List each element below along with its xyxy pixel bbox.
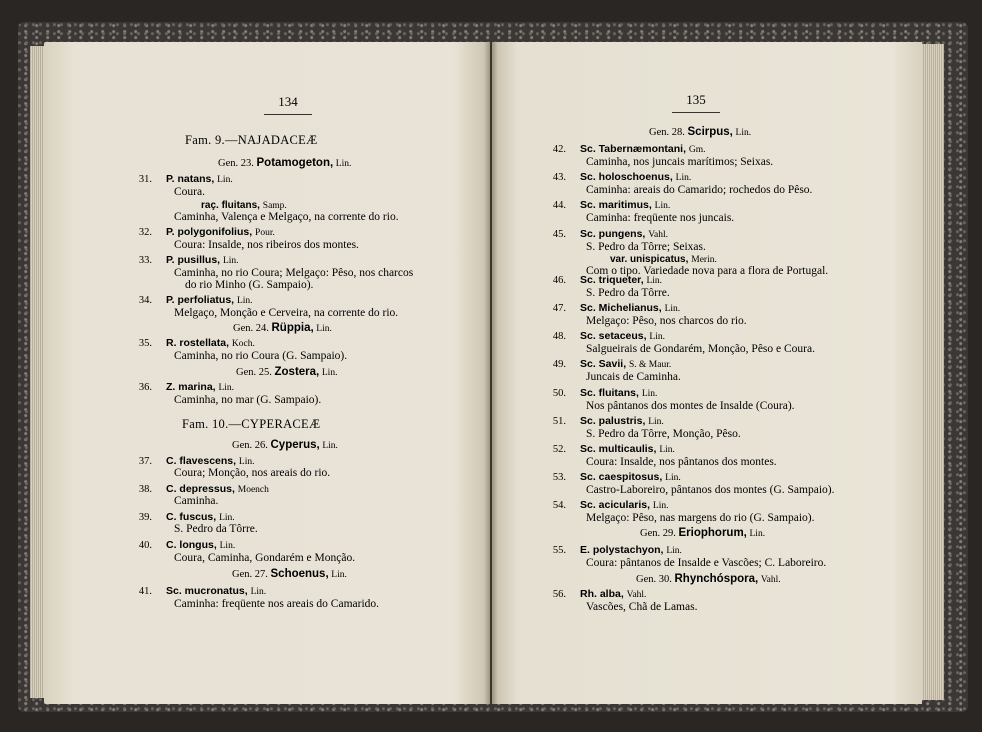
locality-text: Caminha, no mar (G. Sampaio). [174,394,322,406]
species-name: Sc. Tabernæmontani, [580,143,686,155]
species-number: 39. [138,512,152,523]
species-name: C. depressus, [166,483,235,495]
species-number: 53. [552,472,566,483]
species-author: Lin. [646,276,663,286]
species-name: Sc. palustris, [580,415,646,427]
species-author: Lin. [219,541,236,551]
species-entry [552,588,647,602]
species-entry [552,471,681,485]
book-gutter [484,40,498,708]
species-name: P. polygonifolius, [166,226,253,238]
locality-text: Caminha, no rio Coura; Melgaço: Pêso, nos charcos [174,267,414,279]
species-name: Sc. pungens, [580,228,646,240]
locality-text: Coura. [174,186,205,198]
species-number: 52. [552,444,566,455]
species-name: E. polystachyon, [580,544,664,556]
genus-heading [218,157,351,171]
locality-text: S. Pedro da Tôrre; Seixas. [586,241,706,253]
species-entry [552,274,663,288]
locality-text: Juncais de Caminha. [586,371,681,383]
species-number: 45. [552,229,566,240]
species-author: Samp. [262,201,287,211]
genus-name: Scirpus, [687,126,733,138]
species-number: 41. [138,586,152,597]
locality-text: Vascões, Chã de Lamas. [586,601,698,613]
species-name: P. pusillus, [166,254,221,266]
genus-label: Gen. 24. [233,323,272,334]
genus-heading [640,527,765,541]
species-name: Sc. holoschoenus, [580,171,673,183]
genus-label: Gen. 30. [636,574,675,585]
species-entry [552,415,664,429]
locality-text: Caminha, nos juncais marítimos; Seixas. [586,156,774,168]
genus-heading [232,568,347,582]
species-author: Merin. [691,255,717,265]
species-entry [138,585,267,599]
species-entry [552,358,672,372]
species-name: Sc. setaceus, [580,330,647,342]
species-author: Lin. [222,256,239,266]
locality-text: Com o tipo. Variedade nova para a flora de Portugal. [586,265,829,277]
species-name: Sc. Savii, [580,358,627,370]
locality-text: do rio Minho (G. Sampaio). [185,279,314,291]
species-name: Sc. multicaulis, [580,443,657,455]
species-author: S. & Maur. [629,360,672,370]
locality-text: Caminha, Valença e Melgaço, na corrente do rio. [174,211,399,223]
species-author: Lin. [236,296,253,306]
genus-author: Lin. [316,324,332,334]
species-entry [138,381,235,395]
locality-text: Coura: Insalde, nos pântanos dos montes. [586,456,777,468]
species-number: 31. [138,174,152,185]
genus-name: Rüppia, [271,322,314,334]
species-entry [552,443,675,457]
locality-text: Caminha: areais do Camarido; rochedos do Pêso. [586,184,813,196]
locality-text: Coura, Caminha, Gondarém e Monção. [174,552,356,564]
family-heading: Fam. 9.—NAJADACEÆ [185,133,318,147]
header-rule [264,114,312,115]
species-number: 43. [552,172,566,183]
species-entry [138,337,255,351]
species-entry [552,171,692,185]
right-page-number-text: 135 [686,92,706,107]
species-author: Lin. [665,473,681,483]
genus-author: Lin. [322,441,338,451]
locality-text: Coura; Monção, nos areais do rio. [174,467,331,479]
genus-heading [649,126,751,140]
family-heading: Fam. 10.—CYPERACEÆ [182,417,321,431]
species-entry [138,173,233,187]
species-author: Lin. [219,513,235,523]
species-name: Sc. maritimus, [580,199,652,211]
genus-name: Schoenus, [270,568,329,580]
genus-label: Gen. 25. [236,367,275,378]
genus-name: Cyperus, [270,439,320,451]
genus-label: Gen. 26. [232,440,271,451]
species-number: 46. [552,275,566,286]
genus-label: Gen. 23. [218,158,257,169]
species-name: Sc. fluitans, [580,387,639,399]
species-name: Sc. caespitosus, [580,471,663,483]
species-number: 56. [552,589,566,600]
locality-text: Caminha: freqüente nos areais do Camarido. [174,598,380,610]
genus-name: Zostera, [274,366,320,378]
species-author: Lin. [659,445,675,455]
species-entry [552,199,671,213]
species-author: Gm. [688,145,706,155]
species-number: 35. [138,338,152,349]
species-author: Koch. [231,339,255,349]
species-author: Lin. [218,383,235,393]
species-number: 36. [138,382,152,393]
genus-label: Gen. 27. [232,569,271,580]
genus-author: Lin. [331,570,347,580]
locality-text: Caminha. [174,495,219,507]
species-entry [552,228,669,242]
species-author: Lin. [664,304,681,314]
species-name: R. rostellata, [166,337,230,349]
species-number: 44. [552,200,566,211]
right-page [492,42,922,704]
locality-text: S. Pedro da Tôrre, Monção, Pêso. [586,428,741,440]
species-number: 48. [552,331,566,342]
species-number: 55. [552,545,566,556]
locality-text: S. Pedro da Tôrre. [174,523,258,535]
species-number: 32. [138,227,152,238]
species-entry [552,499,669,513]
species-number: 40. [138,540,152,551]
species-entry [552,143,706,157]
species-entry [552,387,658,401]
species-author: Lin. [666,546,682,556]
species-author: Lin. [648,417,664,427]
species-number: 37. [138,456,152,467]
species-entry [138,254,239,268]
left-page-number-text: 134 [278,94,298,109]
genus-heading [636,573,781,587]
locality-text: Castro-Laboreiro, pântanos dos montes (G. Sampaio). [586,484,835,496]
locality-text: Coura: Insalde, nos ribeiros dos montes. [174,239,359,251]
species-name: Rh. alba, [580,588,624,600]
species-number: 50. [552,388,566,399]
locality-text: Melgaço, Monção e Cerveira, na corrente do rio. [174,307,399,319]
species-entry [552,302,681,316]
species-number: 38. [138,484,152,495]
species-author: Lin. [641,389,658,399]
species-number: 34. [138,295,152,306]
species-author: Lin. [652,501,669,511]
species-name: P. perfoliatus, [166,294,235,306]
species-name: Sc. acicularis, [580,499,651,511]
genus-name: Eriophorum, [678,527,747,539]
locality-text: Caminha, no rio Coura (G. Sampaio). [174,350,348,362]
right-page-number [666,92,726,113]
species-author: Lin. [649,332,665,342]
species-name: C. fuscus, [166,511,217,523]
genus-author: Lin. [735,128,752,138]
species-entry [552,544,682,558]
species-name: C. flavescens, [166,455,237,467]
species-author: Lin. [675,173,692,183]
species-author: Lin. [250,587,267,597]
species-author: Lin. [217,175,233,185]
locality-text: Salgueirais de Gondarém, Monção, Pêso e Coura. [586,343,815,355]
species-author: Lin. [654,201,671,211]
species-author: Vahl. [626,590,647,600]
species-author: Pour. [255,228,275,238]
species-entry [138,294,253,308]
species-entry [138,539,236,553]
genus-heading [232,439,338,453]
species-entry [138,226,275,240]
species-author: Lin. [238,457,255,467]
genus-label: Gen. 29. [640,528,679,539]
species-name: var. unispicatus, [610,254,689,265]
species-number: 33. [138,255,152,266]
locality-text: Caminha: freqüente nos juncais. [586,212,735,224]
genus-label: Gen. 28. [649,127,688,138]
genus-author: Vahl. [760,575,781,585]
locality-text: Melgaço: Pêso, nos charcos do rio. [586,315,747,327]
species-number: 51. [552,416,566,427]
locality-text: S. Pedro da Tôrre. [586,287,670,299]
species-number: 42. [552,144,566,155]
locality-text: Melgaço: Pêso, nas margens do rio (G. Sampaio). [586,512,815,524]
species-name: P. natans, [166,173,215,185]
species-name: Sc. mucronatus, [166,585,248,597]
locality-text: Nos pântanos dos montes de Insalde (Coura). [586,400,795,412]
species-author: Vahl. [648,230,669,240]
genus-author: Lin. [749,529,766,539]
genus-name: Potamogeton, [256,157,334,169]
genus-author: Lin. [335,159,352,169]
header-rule [672,112,720,113]
species-name: raç. fluitans, [201,200,260,211]
species-number: 49. [552,359,566,370]
species-number: 54. [552,500,566,511]
species-name: Sc. triqueter, [580,274,644,286]
genus-author: Lin. [321,368,338,378]
genus-heading [233,322,332,336]
species-name: C. longus, [166,539,217,551]
species-number: 47. [552,303,566,314]
locality-text: Coura: pântanos de Insalde e Vascões; C. Laboreiro. [586,557,827,569]
genus-name: Rhynchóspora, [674,573,759,585]
species-name: Z. marina, [166,381,216,393]
left-page-number [258,94,318,115]
genus-heading [236,366,337,380]
species-entry [552,330,665,344]
species-name: Sc. Michelianus, [580,302,662,314]
species-author: Moench [237,485,269,495]
